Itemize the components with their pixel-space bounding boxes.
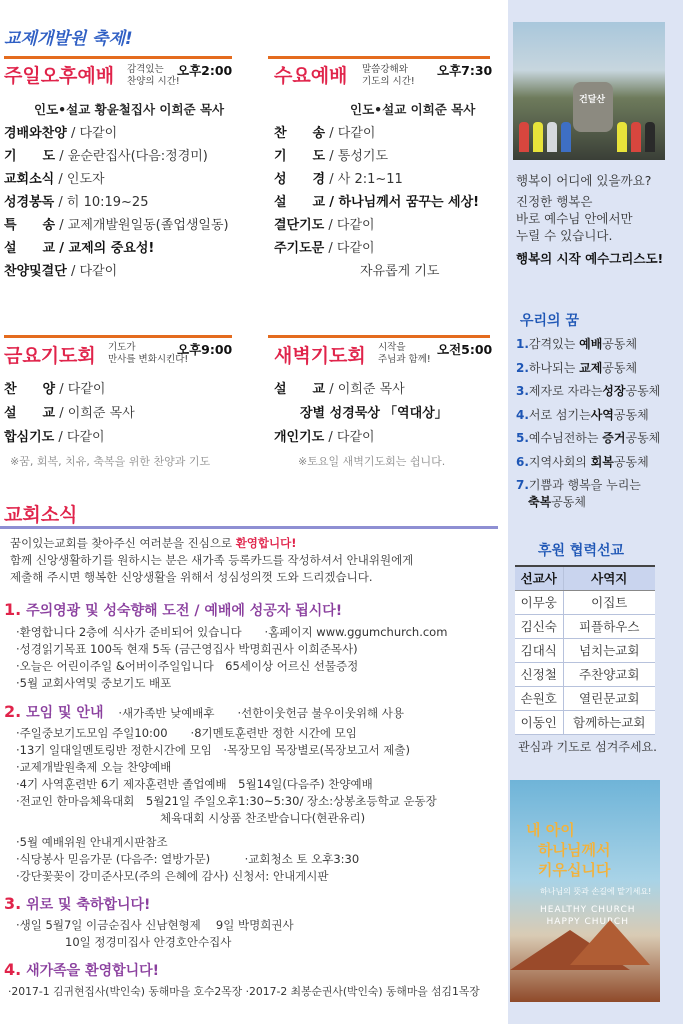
friday-note: ※꿈, 회복, 치유, 축복을 위한 찬양과 기도 xyxy=(10,455,211,468)
row-value: / 사 2:1~11 xyxy=(329,172,403,187)
row-label: 개인기도 xyxy=(274,430,325,445)
sunday-row xyxy=(4,124,117,143)
dream-item xyxy=(516,427,676,451)
dream-text: 하나되는 xyxy=(528,360,580,375)
dream-text: 지역사회의 xyxy=(528,454,591,469)
sunday-tag xyxy=(127,64,180,88)
mission-field: 피플하우스 xyxy=(563,614,655,638)
support-table xyxy=(515,565,655,735)
row-value: / 다같이 xyxy=(58,430,105,445)
intro-highlight: 환영합니다! xyxy=(235,536,297,550)
photo-sign: 건달산 xyxy=(579,95,606,105)
table-row xyxy=(515,710,655,734)
wednesday-leader: 인도•설교 이희준 목사 xyxy=(350,102,476,117)
missionary-name: 이무웅 xyxy=(515,590,563,614)
dream-number: 3. xyxy=(516,384,529,398)
sunday-leader: 인도•설교 황윤철집사 이희준 목사 xyxy=(34,102,225,117)
news-intro-line xyxy=(10,535,297,551)
section-title: 주의영광 및 성숙향해 도전 / 예배에 성공자 됩시다! xyxy=(26,603,343,619)
section-number: 2. xyxy=(4,702,22,721)
dawn-tag-line1: 시작을 xyxy=(378,342,406,353)
row-value: / 윤순란집사(다음:정경미) xyxy=(59,149,208,164)
dream-text: 공동체 xyxy=(613,407,649,422)
support-header: 선교사 xyxy=(515,566,563,590)
photo-person xyxy=(631,122,641,152)
dream-keyword: 사역 xyxy=(590,407,614,422)
happiness-line: 누릴 수 있습니다. xyxy=(516,228,613,243)
dream-number: 4. xyxy=(516,407,529,422)
wednesday-row xyxy=(274,124,375,143)
row-value: / 하나님께서 꿈꾸는 세상! xyxy=(329,195,480,210)
sunday-row xyxy=(4,170,105,189)
sunday-row xyxy=(4,262,117,281)
mission-field: 열린문교회 xyxy=(563,686,655,710)
section-number: 3. xyxy=(4,894,22,913)
book-title-line: 하나님께서 xyxy=(538,841,611,859)
row-value: / 다같이 xyxy=(328,241,375,256)
row-label: 찬양및결단 xyxy=(4,264,67,279)
news-section-heading xyxy=(4,702,404,722)
happiness-line: 진정한 행복은 xyxy=(516,194,593,209)
news-line: ·13기 일대일멘토링반 정한시간에 모임 ·목장모임 목장별로(목장보고서 제출) xyxy=(16,743,410,757)
wednesday-row xyxy=(274,147,388,166)
dream-keyword: 교제 xyxy=(579,360,603,375)
friday-time: 오후9:00 xyxy=(177,342,233,357)
row-value: 「역대상」 xyxy=(384,406,448,421)
news-line: 체육대회 시상품 찬조받습니다(현관유리) xyxy=(160,811,366,825)
dawn-time: 오전5:00 xyxy=(437,342,493,357)
support-note: 관심과 기도로 섬겨주세요. xyxy=(518,740,657,754)
row-label: 주기도문 xyxy=(274,241,325,256)
wednesday-bar xyxy=(268,56,490,59)
happiness-line: 행복이 어디에 있을까요? xyxy=(516,173,652,188)
news-line: ·2017-1 김귀현집사(박인숙) 동해마을 호수2목장 ·2017-2 최봉순권사(박인숙) 동해마을 섬김1목장 xyxy=(8,985,480,998)
news-line: ·식당봉사 믿음가문 (다음주: 열방가문) ·교회청소 토 오후3:30 xyxy=(16,852,360,866)
news-line: ·성경읽기목표 100독 현재 5독 (금근영집사 박명희권사 이희준목사) xyxy=(16,642,358,656)
news-title: 교회소식 xyxy=(4,504,78,526)
section-title: 새가족을 환영합니다! xyxy=(26,963,160,979)
dawn-tag-line2: 주님과 함께! xyxy=(378,354,431,365)
intro-text: 꿈이있는교회를 찾아주신 여러분을 진심으로 xyxy=(10,536,236,550)
dream-keyword: 축복 xyxy=(528,495,552,509)
wednesday-row xyxy=(274,170,403,189)
sunday-tag-line1: 감격있는 xyxy=(127,64,164,75)
dream-item xyxy=(516,333,676,357)
dream-number: 7. xyxy=(516,478,529,492)
photo-person xyxy=(519,122,529,152)
friday-tag-line1: 기도가 xyxy=(108,342,136,353)
row-value: / 히 10:19~25 xyxy=(58,195,149,210)
row-value: / 인도자 xyxy=(58,172,105,187)
mission-field: 함께하는교회 xyxy=(563,710,655,734)
dream-text: 서로 섬기는 xyxy=(528,407,591,422)
missionary-name: 김대식 xyxy=(515,638,563,662)
photo-person xyxy=(561,122,571,152)
row-label: 성 경 xyxy=(274,172,326,187)
section-extra: ·새가족반 낮예배후 ·선한이웃헌금 불우이웃위해 사용 xyxy=(118,706,405,720)
table-row xyxy=(515,686,655,710)
table-row xyxy=(515,590,655,614)
photo-person xyxy=(547,122,557,152)
dream-number: 5. xyxy=(516,431,529,445)
book-advert xyxy=(510,780,660,1002)
dawn-tag xyxy=(378,342,431,366)
row-value: / 다같이 xyxy=(70,264,118,279)
dream-keyword: 증거 xyxy=(602,431,626,445)
book-title-line: 키우십니다 xyxy=(538,861,611,879)
dawn-row xyxy=(274,428,375,447)
row-value: / 이희준 목사 xyxy=(329,382,405,397)
dream-text: 기쁨과 행복을 누리는 xyxy=(528,478,641,492)
dream-number: 2. xyxy=(516,360,529,375)
mission-field: 이집트 xyxy=(563,590,655,614)
dream-keyword: 회복 xyxy=(590,454,614,469)
dream-item xyxy=(516,357,676,381)
news-line: ·오늘은 어린이주일 &어버이주일입니다 65세이상 어르신 선물증정 xyxy=(16,659,359,673)
group-photo xyxy=(513,22,665,160)
sunday-title: 주일오후예배 xyxy=(4,65,115,87)
row-label: 경배와찬양 xyxy=(4,126,67,141)
friday-row xyxy=(4,428,105,447)
news-line: ·4기 사역훈련반 6기 제자훈련반 졸업예배 5월14일(다음주) 찬양예배 xyxy=(16,777,373,791)
row-label: 교회소식 xyxy=(4,172,55,187)
book-title-line: 내 아이 xyxy=(526,821,575,839)
wednesday-title: 수요예배 xyxy=(274,65,348,87)
news-line: ·5월 교회사역및 중보기도 배포 xyxy=(16,676,172,690)
dream-number: 1. xyxy=(516,337,529,351)
row-label: 기 도 xyxy=(274,149,326,164)
row-value: / 다같이 xyxy=(328,430,375,445)
wednesday-row xyxy=(274,193,479,212)
news-intro-line: 함께 신앙생활하기를 원하시는 분은 새가족 등록카드를 작성하셔서 안내위원에게 xyxy=(10,553,414,567)
missionary-name: 손원호 xyxy=(515,686,563,710)
section-number: 4. xyxy=(4,960,22,979)
sunday-bar xyxy=(4,56,232,59)
book-english-line: HEALTHY CHURCH xyxy=(540,905,636,915)
photo-person xyxy=(645,122,655,152)
sunday-tag-line2: 찬양의 시간! xyxy=(127,76,180,87)
dream-number: 6. xyxy=(516,454,529,469)
dawn-bar xyxy=(268,335,490,338)
row-value: / 통성기도 xyxy=(329,149,389,164)
dream-text: 공동체 xyxy=(602,360,638,375)
dream-item xyxy=(516,477,676,494)
book-roof-shape xyxy=(570,920,650,965)
dawn-row xyxy=(274,380,405,399)
row-value: / 다같이 xyxy=(59,382,106,397)
news-section-heading xyxy=(4,600,342,620)
wednesday-tag-line2: 기도의 시간! xyxy=(362,76,415,87)
missionary-name: 김신숙 xyxy=(515,614,563,638)
row-value: 자유롭게 기도 xyxy=(360,264,440,279)
row-label: 기 도 xyxy=(4,149,56,164)
dawn-note: ※토요일 새벽기도회는 쉽니다. xyxy=(298,455,446,468)
book-subtitle: 하나님의 뜻과 손길에 맡기세요! xyxy=(540,887,652,896)
sunday-row xyxy=(4,193,148,212)
table-row xyxy=(515,614,655,638)
dream-text: 공동체 xyxy=(625,384,661,398)
support-title: 후원 협력선교 xyxy=(538,543,625,559)
photo-person xyxy=(533,122,543,152)
book-english-line: HAPPY CHURCH xyxy=(546,917,629,927)
dream-item xyxy=(516,451,676,475)
row-value: / 교제개발원일동(졸업생일동) xyxy=(59,218,229,233)
dream-item xyxy=(516,380,676,404)
dream-list xyxy=(516,333,676,511)
news-section-heading xyxy=(4,960,159,980)
dawn-title: 새벽기도회 xyxy=(274,345,366,367)
news-line: ·교제개발원축제 오늘 찬양예배 xyxy=(16,760,172,774)
photo-rock xyxy=(573,82,613,132)
friday-tag-line2: 만사를 변화시킨다! xyxy=(108,354,189,365)
section-title: 모임 및 안내 xyxy=(26,705,104,721)
wednesday-time: 오후7:30 xyxy=(437,63,493,78)
dream-text: 공동체 xyxy=(602,337,638,351)
row-label: 찬 송 xyxy=(274,126,326,141)
missionary-name: 이동인 xyxy=(515,710,563,734)
news-line: 10일 정경미집사 안경호안수집사 xyxy=(65,935,232,949)
row-label: 찬 양 xyxy=(4,382,56,397)
row-label: 결단기도 xyxy=(274,218,325,233)
row-label: 장별 성경묵상 xyxy=(300,406,380,421)
sunday-row xyxy=(4,239,154,258)
dream-title: 우리의 꿈 xyxy=(520,313,579,329)
sunday-row xyxy=(4,147,208,166)
friday-title: 금요기도회 xyxy=(4,345,96,367)
dream-item-cont xyxy=(516,494,676,511)
wednesday-tag xyxy=(362,64,415,88)
book-title xyxy=(526,820,610,880)
wednesday-row xyxy=(274,239,375,258)
dream-text: 공동체 xyxy=(613,454,649,469)
section-number: 1. xyxy=(4,600,22,619)
support-header-row xyxy=(515,566,655,590)
sunday-row xyxy=(4,216,229,235)
row-label: 합심기도 xyxy=(4,430,55,445)
table-row xyxy=(515,662,655,686)
news-divider xyxy=(0,526,498,529)
festival-heading: 교제개발원 축제! xyxy=(4,29,133,49)
dream-keyword: 성장 xyxy=(602,384,626,398)
mission-field: 넘치는교회 xyxy=(563,638,655,662)
dream-keyword: 예배 xyxy=(579,337,603,351)
news-line: ·환영합니다 2층에 식사가 준비되어 있습니다 ·홈페이지 www.ggumchurch.com xyxy=(16,625,448,639)
row-label: 설 교 xyxy=(4,241,56,256)
dream-text: 공동체 xyxy=(551,495,586,509)
news-line: ·강단꽃꽂이 강미준사모(주의 은혜에 감사) 신청서: 안내게시판 xyxy=(16,869,329,883)
happiness-slogan: 행복의 시작 예수그리스도! xyxy=(516,251,664,266)
news-line: ·주일중보기도모임 주일10:00 ·8기멘토훈련반 정한 시간에 모임 xyxy=(16,726,357,740)
friday-row xyxy=(4,380,105,399)
dream-text: 제자로 자라는 xyxy=(528,384,603,398)
row-label: 설 교 xyxy=(274,195,326,210)
row-label: 성경봉독 xyxy=(4,195,55,210)
table-row xyxy=(515,638,655,662)
photo-person xyxy=(617,122,627,152)
section-title: 위로 및 축하합니다! xyxy=(26,897,151,913)
mission-field: 주찬양교회 xyxy=(563,662,655,686)
row-value: / 다같이 xyxy=(70,126,118,141)
news-section-heading xyxy=(4,894,150,914)
news-line: ·전교인 한마음체육대회 5월21일 주일오후1:30~5:30/ 장소:상봉초등학교 운동장 xyxy=(16,794,437,808)
news-line: ·5월 예배위원 안내게시판참조 xyxy=(16,835,168,849)
row-label: 설 교 xyxy=(4,406,56,421)
sunday-time: 오후2:00 xyxy=(177,63,233,78)
news-line: ·생일 5월7일 이금순집사 신남현형제 9일 박명희권사 xyxy=(16,918,294,932)
happiness-text xyxy=(516,172,663,267)
wednesday-tag-line1: 말씀강해와 xyxy=(362,64,408,75)
row-value: / 다같이 xyxy=(328,218,375,233)
friday-bar xyxy=(4,335,232,338)
wednesday-extra xyxy=(360,262,439,281)
friday-row xyxy=(4,404,135,423)
missionary-name: 신정철 xyxy=(515,662,563,686)
dream-text: 공동체 xyxy=(625,431,661,445)
dream-text: 감격있는 xyxy=(528,337,580,351)
row-value: / 교제의 중요성! xyxy=(59,241,155,256)
wednesday-row xyxy=(274,216,375,235)
row-value: / 다같이 xyxy=(329,126,376,141)
dream-item xyxy=(516,404,676,428)
dawn-row xyxy=(300,404,448,423)
news-intro-line: 제출해 주시면 행복한 신앙생활을 위해서 성심성의껏 도와 드리겠습니다. xyxy=(10,570,373,584)
row-label: 특 송 xyxy=(4,218,56,233)
support-header: 사역지 xyxy=(563,566,655,590)
row-label: 설 교 xyxy=(274,382,326,397)
dream-text: 예수님전하는 xyxy=(528,431,603,445)
row-value: / 이희준 목사 xyxy=(59,406,135,421)
happiness-line: 바로 예수님 안에서만 xyxy=(516,211,633,226)
